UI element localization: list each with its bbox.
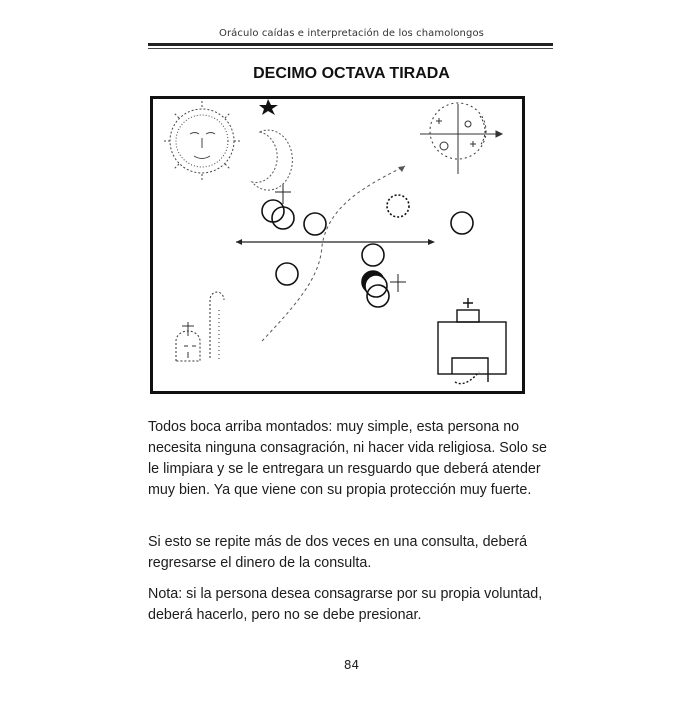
running-header: Oráculo caídas e interpretación de los chamolongos	[219, 28, 484, 39]
cross-figure	[176, 292, 224, 361]
paragraph-1: Todos boca arriba montados: muy simple, esta persona no necesita ninguna consagración, ni hacer vida religiosa. Solo se le limpiara y se le entregara un resguardo que deberá atender muy bien. Ya que viene con su propia protección muy fuerte.	[148, 419, 547, 498]
sun-face-icon	[163, 101, 241, 181]
paragraph-2: Si esto se repite más de dos veces en una consulta, deberá regresarse el dinero de la consulta.	[148, 534, 528, 571]
cross-marks	[275, 184, 406, 292]
header-rule-thin	[148, 48, 553, 49]
compass-symbol	[420, 103, 502, 174]
shell-pieces	[262, 195, 473, 307]
star-icon	[259, 99, 278, 115]
moon-icon	[252, 130, 292, 190]
page-number: 84	[343, 658, 360, 672]
section-title: DECIMO OCTAVA TIRADA	[253, 65, 450, 82]
altar-structure	[438, 298, 506, 384]
paragraph-3: Nota: si la persona desea consagrarse por su propia voluntad, deberá hacerlo, pero no se debe presionar.	[148, 586, 543, 623]
header-rule	[148, 43, 553, 46]
divination-board-figure	[150, 96, 525, 394]
